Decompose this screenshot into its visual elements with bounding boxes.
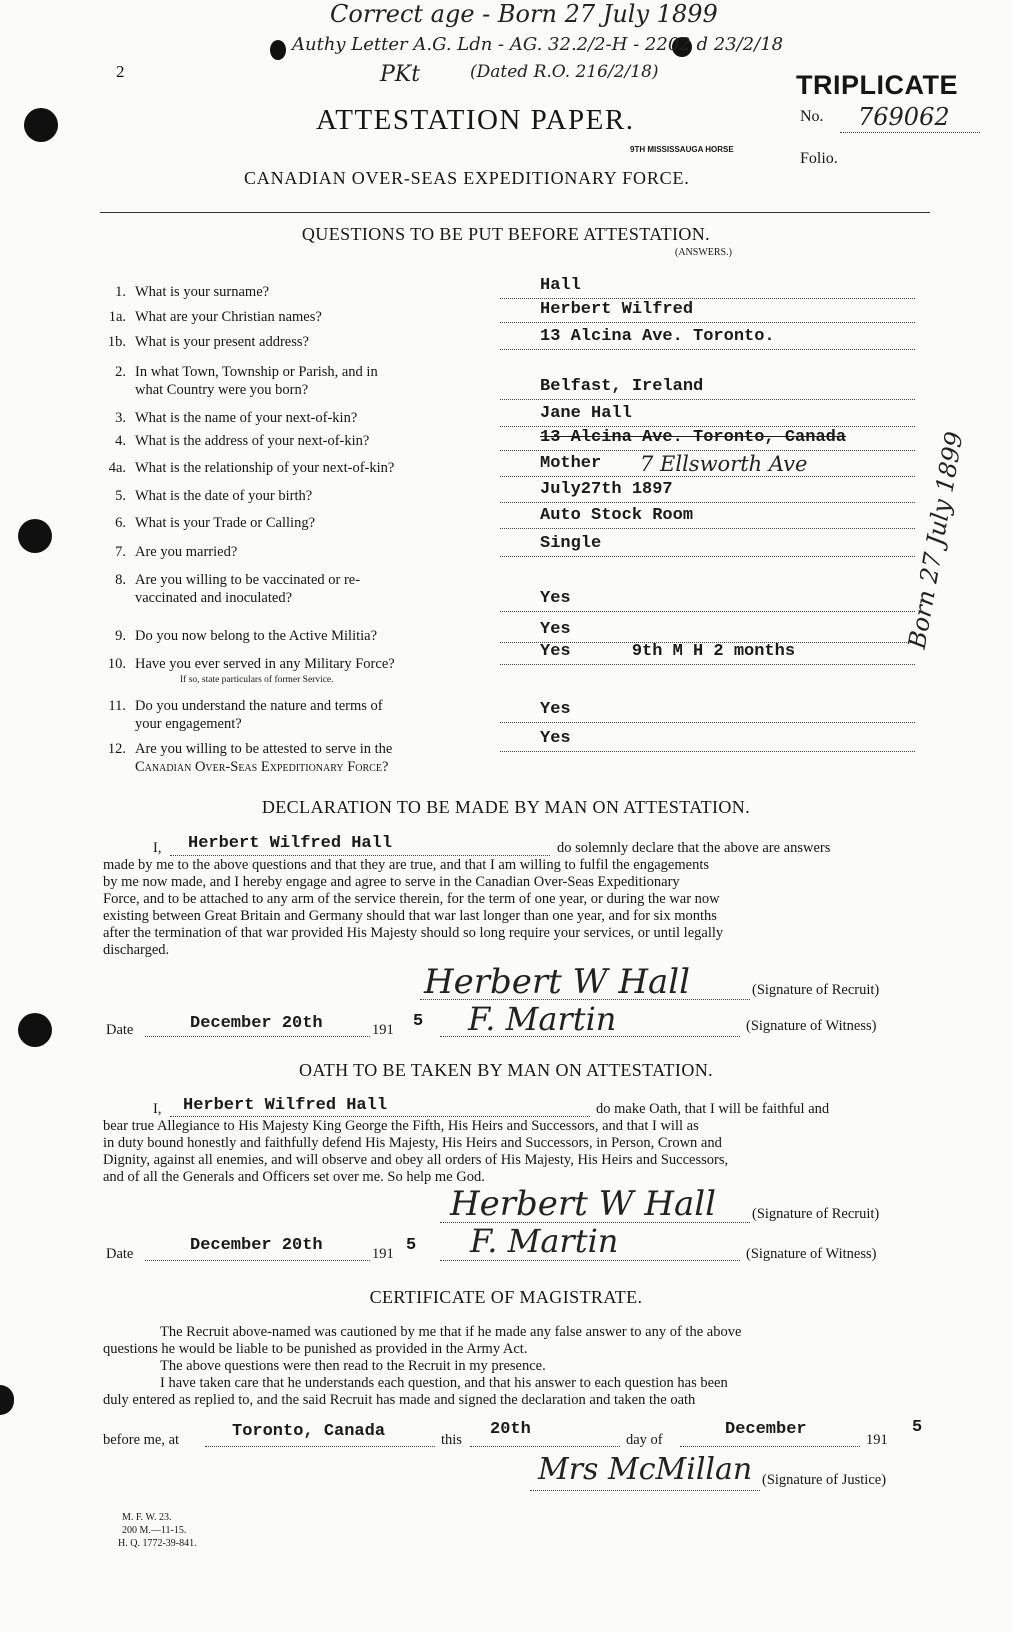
question-number: 12. — [107, 741, 126, 757]
punch-hole — [18, 519, 52, 553]
declaration-text-3: by me now made, and I hereby engage and agree to serve in the Canadian Over-Seas Expeditionary — [103, 874, 680, 890]
question-text: Are you willing to be attested to serve in the — [135, 741, 393, 757]
declaration-witness-label: (Signature of Witness) — [746, 1018, 877, 1034]
oath-witness-label: (Signature of Witness) — [746, 1246, 877, 1262]
question-number: 7. — [115, 544, 126, 560]
answer-line — [500, 502, 915, 503]
answer-line — [500, 476, 915, 477]
ink-blot — [270, 40, 286, 60]
questions-heading: QUESTIONS TO BE PUT BEFORE ATTESTATION. — [301, 224, 711, 244]
punch-hole — [18, 1013, 52, 1047]
handwritten-new-address: 7 Ellsworth Ave — [640, 452, 808, 476]
question-text: What are your Christian names? — [135, 309, 322, 325]
answer-text: July27th 1897 — [540, 480, 673, 499]
answer-text: Auto Stock Room — [540, 506, 694, 525]
certificate-text-2: questions he would be liable to be punished as provided in the Army Act. — [103, 1341, 528, 1357]
page-title: ATTESTATION PAPER. — [316, 104, 635, 136]
punch-hole — [0, 1385, 14, 1415]
answer-line — [500, 528, 915, 529]
declaration-text-4: Force, and to be attached to any arm of the service therein, for the term of one year, or during the war now — [103, 891, 720, 907]
form-code-3: H. Q. 1772-39-841. — [118, 1538, 197, 1549]
question-text-continued: what Country were you born? — [135, 382, 309, 398]
question-number: 4a. — [108, 460, 126, 476]
question-text: Do you now belong to the Active Militia? — [135, 628, 378, 644]
declaration-recruit-signature: Herbert W Hall — [424, 962, 691, 1002]
question-number: 1a. — [108, 309, 126, 325]
clerk-initials: PKt — [380, 62, 421, 87]
regimental-number: 769062 — [858, 103, 950, 131]
answer-line — [500, 426, 915, 427]
question-number: 5. — [115, 488, 126, 504]
correct-age-note: Correct age - Born 27 July 1899 — [330, 0, 718, 28]
month-line — [680, 1446, 860, 1447]
answer-text: Yes — [540, 729, 571, 748]
answer-line — [500, 556, 915, 557]
question-number: 2. — [115, 364, 126, 380]
answer-text: Herbert Wilfred — [540, 300, 694, 319]
justice-line — [530, 1490, 760, 1491]
answer-line — [500, 450, 915, 451]
punch-hole — [24, 108, 58, 142]
oath-i-label: I, — [153, 1101, 162, 1117]
question-number: 1. — [115, 284, 126, 300]
answer-text: Yes — [540, 700, 571, 719]
oath-recruit-label: (Signature of Recruit) — [752, 1206, 880, 1222]
answer-line — [500, 399, 915, 400]
question-text-continued: your engagement? — [135, 716, 242, 732]
question-number: 11. — [108, 698, 126, 714]
declaration-text-6: after the termination of that war provided His Majesty should so long require your services, or until legally — [103, 925, 724, 941]
question-text: In what Town, Township or Parish, and in — [135, 364, 378, 380]
question-number: 3. — [115, 410, 126, 426]
header-rule — [100, 212, 930, 213]
oath-witness-signature: F. Martin — [470, 1222, 619, 1260]
oath-recruit-name: Herbert Wilfred Hall — [183, 1096, 388, 1115]
certificate-place: Toronto, Canada — [232, 1422, 386, 1441]
certificate-this-label: this — [441, 1432, 462, 1448]
question-text: What is your surname? — [135, 284, 270, 300]
question-text: Do you understand the nature and terms of — [135, 698, 383, 714]
oath-text-5: and of all the Generals and Officers set over me. So help me God. — [103, 1169, 485, 1185]
certificate-before-label: before me, at — [103, 1432, 180, 1448]
page-subtitle: CANADIAN OVER-SEAS EXPEDITIONARY FORCE. — [244, 168, 690, 188]
answer-text: Single — [540, 534, 602, 553]
question-text: What is your Trade or Calling? — [135, 515, 316, 531]
certificate-text-5: duly entered as replied to, and the said Recruit has made and signed the declaration and taken the oath — [103, 1392, 696, 1408]
witness-line — [440, 1036, 740, 1037]
answer-text: 13 Alcina Ave. Toronto. — [540, 327, 775, 346]
certificate-month: December — [725, 1420, 807, 1439]
declaration-recruit-name: Herbert Wilfred Hall — [188, 834, 393, 853]
declaration-text-7: discharged. — [103, 942, 170, 958]
declaration-text-5: existing between Great Britain and Germany should that war last longer than one year, and for six months — [103, 908, 717, 924]
form-code-1: M. F. W. 23. — [122, 1512, 172, 1523]
question-number: 8. — [115, 572, 126, 588]
answer-line — [500, 751, 915, 752]
certificate-year-digit: 5 — [912, 1418, 923, 1437]
dated-note: (Dated R.O. 216/2/18) — [470, 62, 659, 82]
oath-year-digit: 5 — [406, 1236, 417, 1255]
question-text: Are you married? — [135, 544, 238, 560]
oath-text-1: do make Oath, that I will be faithful and — [596, 1101, 830, 1117]
name-line — [170, 855, 550, 856]
question-text: What is the address of your next-of-kin? — [135, 433, 370, 449]
question-text: What is your present address? — [135, 334, 309, 350]
date-line — [145, 1036, 370, 1037]
form-code-2: 200 M.—11-15. — [122, 1525, 187, 1536]
declaration-year-digit: 5 — [413, 1012, 424, 1031]
answer-text: Yes — [540, 620, 571, 639]
certificate-year-prefix: 191 — [866, 1432, 888, 1448]
answer-line — [500, 722, 915, 723]
oath-recruit-signature: Herbert W Hall — [450, 1184, 717, 1224]
certificate-heading: CERTIFICATE OF MAGISTRATE. — [369, 1287, 643, 1307]
declaration-heading: DECLARATION TO BE MADE BY MAN ON ATTESTATION. — [261, 797, 751, 817]
question-text: Have you ever served in any Military Force? — [135, 656, 395, 672]
witness-line — [440, 1260, 740, 1261]
certificate-text-3: The above questions were then read to the Recruit in my presence. — [160, 1358, 546, 1374]
answer-text: Jane Hall — [540, 404, 632, 423]
question-number: 1b. — [107, 334, 126, 350]
number-line — [840, 132, 980, 133]
place-line — [205, 1446, 435, 1447]
folio-label: Folio. — [800, 150, 838, 167]
certificate-text-4: I have taken care that he understands each question, and that his answer to each question has been — [160, 1375, 728, 1391]
declaration-witness-signature: F. Martin — [468, 1000, 617, 1038]
question-text-continued: If so, state particulars of former Service. — [180, 675, 334, 685]
question-number: 9. — [115, 628, 126, 644]
date-line — [145, 1260, 370, 1261]
answer-line — [500, 349, 915, 350]
question-text: What is the name of your next-of-kin? — [135, 410, 358, 426]
page-number: 2 — [116, 62, 125, 81]
oath-text-3: in duty bound honestly and faithfully defend His Majesty, His Heirs and Successors, in Person, Crown and — [103, 1135, 722, 1151]
question-text: What is the relationship of your next-of-kin? — [135, 460, 395, 476]
number-label: No. — [800, 108, 824, 125]
answer-line — [500, 298, 915, 299]
oath-text-2: bear true Allegiance to His Majesty King George the Fifth, His Heirs and Successors, and that I will as — [103, 1118, 699, 1134]
declaration-year-prefix: 191 — [372, 1022, 394, 1038]
answer-line — [500, 664, 915, 665]
triplicate-label: TRIPLICATE — [796, 70, 958, 100]
question-number: 6. — [115, 515, 126, 531]
justice-signature: Mrs McMillan — [538, 1452, 753, 1487]
declaration-text-2: made by me to the above questions and that they are true, and that I am willing to fulfil the engagements — [103, 857, 710, 873]
authority-note: Authy Letter A.G. Ldn - AG. 32.2/2-H - 2202 d 23/2/18 — [292, 34, 784, 55]
certificate-dayof-label: day of — [626, 1432, 663, 1448]
declaration-recruit-label: (Signature of Recruit) — [752, 982, 880, 998]
answer-text: Belfast, Ireland — [540, 377, 704, 396]
oath-text-4: Dignity, against all enemies, and will observe and obey all orders of His Majesty, His Heirs and Successors, — [103, 1152, 729, 1168]
question-text-continued: vaccinated and inoculated? — [135, 590, 293, 606]
oath-heading: OATH TO BE TAKEN BY MAN ON ATTESTATION. — [298, 1060, 714, 1080]
answer-text: 13 Alcina Ave. Toronto, Canada — [540, 428, 847, 447]
question-text-continued: Canadian Over-Seas Expeditionary Force? — [135, 759, 389, 775]
justice-label: (Signature of Justice) — [762, 1472, 887, 1488]
oath-date: December 20th — [190, 1236, 323, 1255]
answer-text: Yes 9th M H 2 months — [540, 642, 796, 661]
declaration-text-1: do solemnly declare that the above are answers — [557, 840, 831, 856]
certificate-text-1: The Recruit above-named was cautioned by me that if he made any false answer to any of the above — [160, 1324, 742, 1340]
declaration-date: December 20th — [190, 1014, 323, 1033]
answer-text: Hall — [540, 276, 581, 295]
answer-line — [500, 322, 915, 323]
certificate-day: 20th — [490, 1420, 531, 1439]
day-line — [470, 1446, 620, 1447]
question-text: Are you willing to be vaccinated or re- — [135, 572, 361, 588]
declaration-i-label: I, — [153, 840, 162, 856]
answer-text: Mother — [540, 454, 602, 473]
oath-date-label: Date — [106, 1246, 134, 1262]
answer-text: Yes — [540, 589, 571, 608]
answers-label: (ANSWERS.) — [675, 247, 732, 258]
answer-line — [500, 611, 915, 612]
question-number: 10. — [107, 656, 126, 672]
name-line — [170, 1116, 590, 1117]
declaration-date-label: Date — [106, 1022, 134, 1038]
margin-birth-note: Born 27 July 1899 — [902, 429, 969, 651]
question-text: What is the date of your birth? — [135, 488, 313, 504]
question-number: 4. — [115, 433, 126, 449]
unit-stamp: 9TH MISSISSAUGA HORSE — [630, 145, 734, 154]
oath-year-prefix: 191 — [372, 1246, 394, 1262]
